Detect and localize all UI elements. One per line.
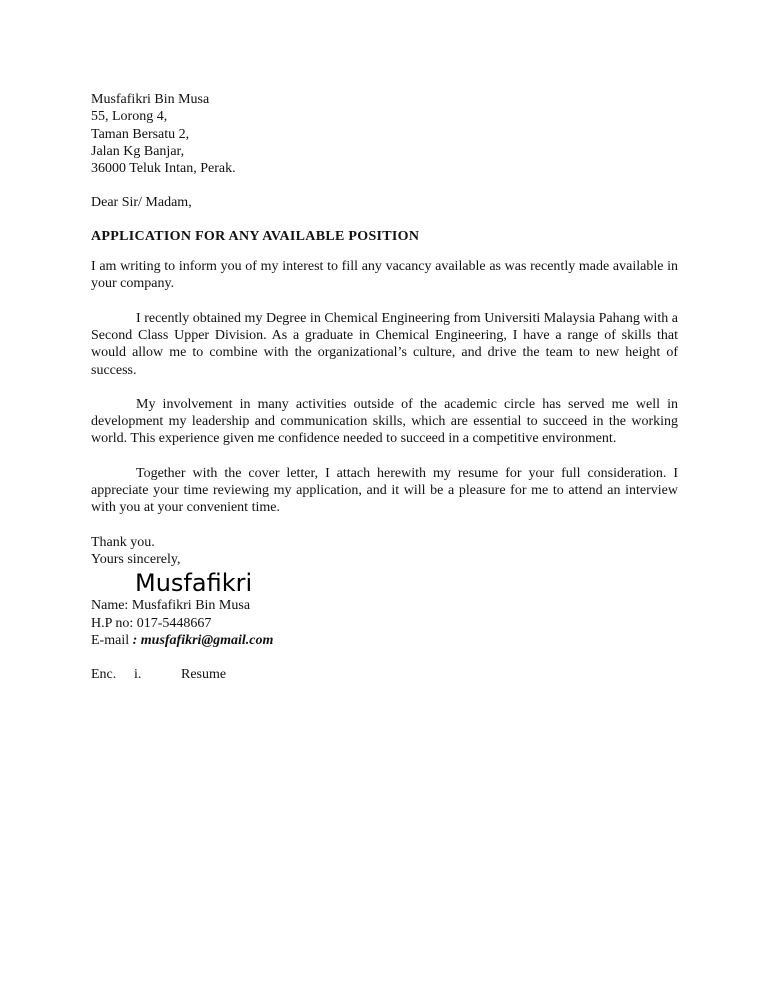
body-paragraph-degree: I recently obtained my Degree in Chemical Engineering from Universiti Malaysia Pahang with a Second Class Upper Division. As a graduate in Chemical Engineering, I have a range of skills that would allow me to combine with the organizational’s culture, and drive the team to new height of success.	[91, 310, 678, 378]
enclosure-label: Enc.	[91, 667, 117, 683]
body-paragraph-activities: My involvement in many activities outside of the academic circle has served me well in development my leadership and communication skills, which are essential to succeed in the working world. This experience given me confidence needed to succeed in a competitive environment.	[91, 396, 678, 447]
email-value: : musfafikri@gmail.com	[132, 632, 274, 648]
enclosure-line	[91, 666, 678, 683]
address-line-street: 55, Lorong 4,	[91, 109, 168, 125]
enclosure-item: Resume	[181, 667, 227, 683]
email-label: E-mail	[91, 632, 133, 648]
signature: Musfafikri	[135, 569, 253, 598]
body-paragraph-intro: I am writing to inform you of my interest to fill any vacancy available as was recently made available in your company.	[91, 259, 678, 292]
letter-content	[91, 91, 678, 683]
sender-address	[91, 91, 678, 177]
closing-sincerely: Yours sincerely,	[91, 551, 181, 567]
contact-phone: H.P no: 017-5448667	[91, 615, 212, 631]
contact-name: Name: Musfafikri Bin Musa	[91, 598, 251, 614]
contact-details	[91, 597, 678, 649]
address-line-postcode: 36000 Teluk Intan, Perak.	[91, 161, 236, 177]
contact-email	[91, 632, 678, 649]
subject-heading: APPLICATION FOR ANY AVAILABLE POSITION	[91, 228, 420, 244]
address-line-name: Musfafikri Bin Musa	[91, 92, 210, 107]
closing-thanks: Thank you.	[91, 534, 155, 550]
salutation: Dear Sir/ Madam,	[91, 195, 192, 211]
enclosure-number: i.	[134, 667, 142, 683]
address-line-road: Jalan Kg Banjar,	[91, 143, 185, 159]
address-line-area: Taman Bersatu 2,	[91, 126, 190, 142]
closing-block	[91, 534, 678, 569]
body-paragraph-resume: Together with the cover letter, I attach herewith my resume for your full consideration. I appreciate your time reviewing my application, and it will be a pleasure for me to attend an interview with you at your convenient time.	[91, 465, 678, 516]
